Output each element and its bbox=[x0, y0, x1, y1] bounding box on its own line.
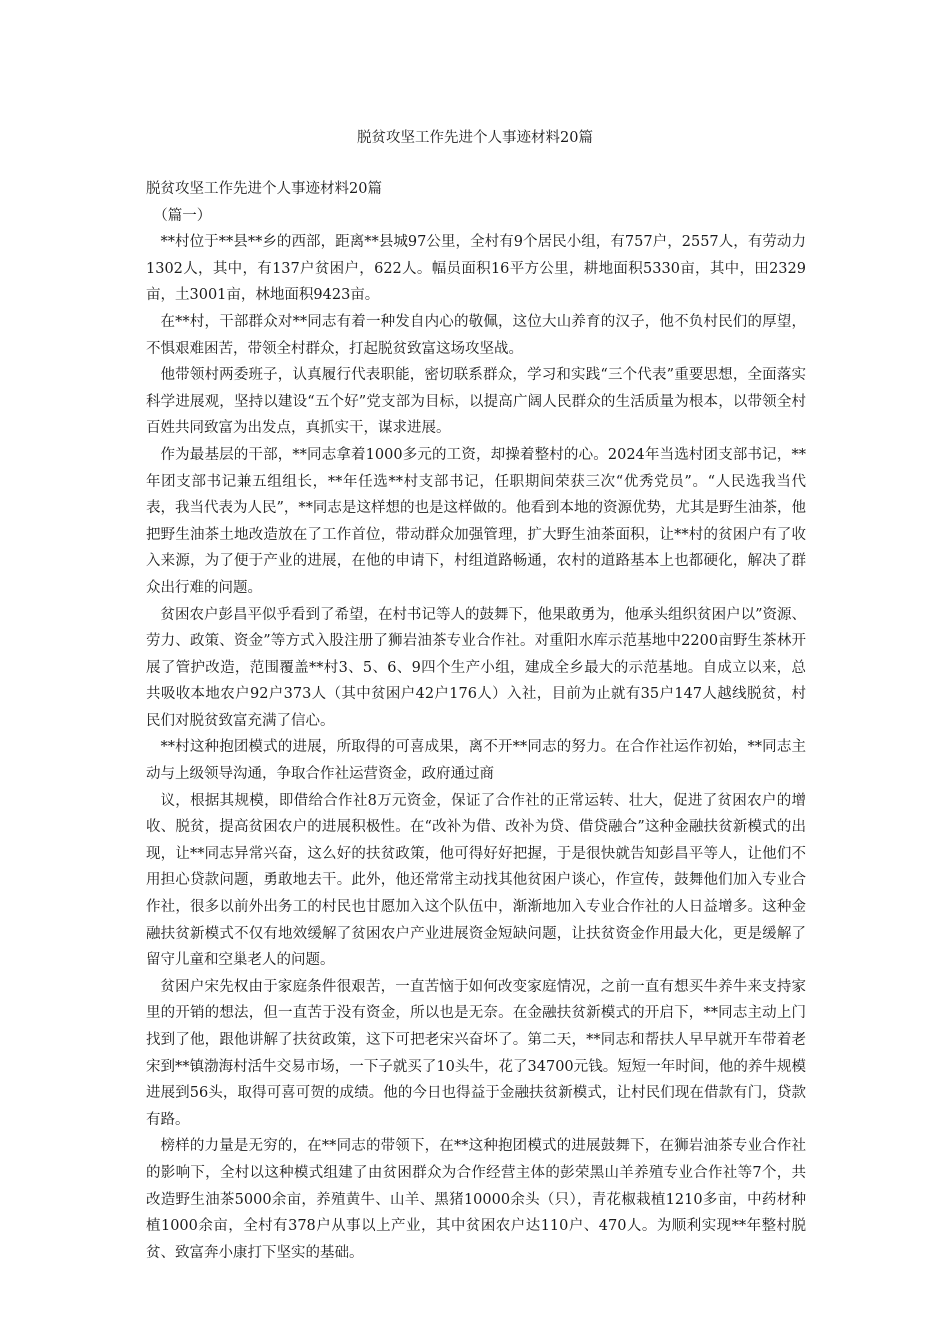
paragraph-6-continued: 议，根据其规模，即借给合作社8万元资金，保证了合作社的正常运转、壮大，促进了贫困农户的增收、脱贫，提高贫困农户的进展积极性。在“改补为借、改补为贷、借贷融合”这种金融扶贫新模式的出现，让**同志异常兴奋，这么好的扶贫政策，他可得好好把握，于是很快就告知彭昌平等人，让他们不用担心贷款问题，勇敢地去干。此外，他还常常主动找其他贫困户谈心，作宣传，鼓舞他们加入专业合作社，很多以前外出务工的村民也甘愿加入这个队伍中，渐渐地加入专业合作社的人日益增多。这种金融扶贫新模式不仅有地效缓解了贫困农户产业进展资金短缺问题，让扶贫资金作用最大化，更是缓解了留守儿童和空巢老人的问题。 bbox=[146, 792, 806, 969]
paragraph-6: **村这种抱团模式的进展，所取得的可喜成果，离不开**同志的努力。在合作社运作初始，**同志主动与上级领导沟通，争取合作社运营资金，政府通过商 bbox=[146, 739, 806, 783]
paragraph-4: 作为最基层的干部，**同志拿着1000多元的工资，却操着整村的心。2024年当选村团支部书记，**年团支部书记兼五组组长，**年任选**村支部书记，任职期间荣获三次“优秀党员”。“人民选我当代表，我当代表为人民”，**同志是这样想的也是这样做的。他看到本地的资源优势，尤其是野生油茶，他把野生油茶土地改造放在了工作首位，带动群众加强管理，扩大野生油茶面积，让**村的贫困户有了收入来源，为了便于产业的进展，在他的申请下，村组道路畅通，农村的道路基本上也都硬化，解决了群众出行难的问题。 bbox=[146, 446, 806, 596]
document-title: 脱贫攻坚工作先进个人事迹材料20篇 bbox=[357, 130, 593, 146]
document-body bbox=[146, 176, 806, 1266]
paragraph-8: 榜样的力量是无穷的，在**同志的带领下，在**这种抱团模式的进展鼓舞下，在狮岩油茶专业合作社的影响下，全村以这种模式组建了由贫困群众为合作经营主体的彭荣黑山羊养殖专业合作社等7个，共改造野生油茶5000余亩，养殖黄牛、山羊、黑猪10000余头（只），青花椒栽植1210多亩，中药材种植1000余亩，全村有378户从事以上产业，其中贫困农户达110户、470人。为顺利实现**年整村脱贫、致富奔小康打下坚实的基础。 bbox=[146, 1138, 806, 1261]
paragraph-2: 在**村，干部群众对**同志有着一种发自内心的敬佩，这位大山养育的汉子，他不负村民们的厚望，不惧艰难困苦，带领全村群众，打起脱贫致富这场攻坚战。 bbox=[146, 313, 806, 357]
document-heading: 脱贫攻坚工作先进个人事迹材料20篇 bbox=[146, 181, 382, 197]
paragraph-3: 他带领村两委班子，认真履行代表职能，密切联系群众，学习和实践“三个代表”重要思想，全面落实科学进展观，坚持以建设“五个好”党支部为目标，以提高广阔人民群众的生活质量为根本，以带领全村百姓共同致富为出发点，真抓实干，谋求进展。 bbox=[146, 367, 806, 437]
paragraph-1: **村位于**县**乡的西部，距离**县城97公里，全村有9个居民小组，有757户，2557人，有劳动力1302人，其中，有137户贫困户，622人。幅员面积16平方公里，耕地面积5330亩，其中，田2329亩，土3001亩，林地面积9423亩。 bbox=[146, 234, 806, 304]
section-label: （篇一） bbox=[153, 207, 212, 224]
paragraph-7: 贫困户宋先权由于家庭条件很艰苦，一直苦恼于如何改变家庭情况，之前一直有想买牛养牛来支持家里的开销的想法，但一直苦于没有资金，所以也是无奈。在金融扶贫新模式的开启下，**同志主动上门找到了他，跟他讲解了扶贫政策，这下可把老宋兴奋坏了。第二天，**同志和帮扶人早早就开车带着老宋到**镇渤海村活牛交易市场，一下子就买了10头牛，花了34700元钱。短短一年时间，他的养牛规模进展到56头，取得可喜可贺的成绩。他的今日也得益于金融扶贫新模式，让村民们现在借款有门，贷款有路。 bbox=[146, 978, 806, 1128]
paragraph-5: 贫困农户彭昌平似乎看到了希望，在村书记等人的鼓舞下，他果敢勇为，他承头组织贫困户以”资源、劳力、政策、资金”等方式入股注册了狮岩油茶专业合作社。对重阳水库示范基地中2200亩野生茶林开展了管护改造，范围覆盖**村3、5、6、9四个生产小组，建成全乡最大的示范基地。自成立以来，总共吸收本地农户92户373人（其中贫困户42户176人）入社，目前为止就有35户147人越线脱贫，村民们对脱贫致富充满了信心。 bbox=[146, 606, 806, 729]
